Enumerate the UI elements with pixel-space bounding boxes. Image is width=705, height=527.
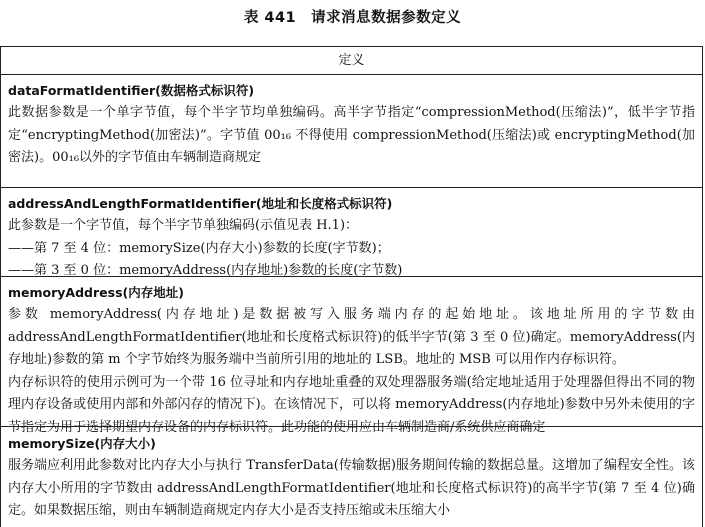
table-caption: 表 441 请求消息数据参数定义 xyxy=(243,10,462,26)
list-item: ——第 3 至 0 位：memoryAddress(内存地址)参数的长度(字节数) xyxy=(8,263,403,278)
section-title: memorySize(内存大小) xyxy=(8,436,156,451)
section-title: addressAndLengthFormatIdentifier(地址和长度格式标识符) xyxy=(8,196,393,211)
table-header: 定义 xyxy=(1,47,702,75)
section-data-format-identifier xyxy=(1,75,702,188)
list-item: ——第 7 至 4 位：memorySize(内存大小)参数的长度(字节数)； xyxy=(8,240,390,256)
section-title: memoryAddress(内存地址) xyxy=(8,285,184,300)
section-memory-address xyxy=(1,277,702,435)
section-paragraph: 服务端应利用此参数对比内存大小与执行 TransferData(传输数据)服务期间传输的数据总量。这增加了编程安全性。该内存大小所用的字节数由 addressAndLengthFormatIdentifier(地址和长度格式标识符)的高半字节(第 7 至 4 位)确定。如果数据压缩，则由车辆制造商规定内存大小是否支持压缩或未压缩大小 xyxy=(8,458,695,518)
section-memory-size xyxy=(1,427,702,527)
section-paragraph: 参数 memoryAddress(内存地址)是数据被写入服务端内存的起始地址。该地址所用的字节数由 addressAndLengthFormatIdentifier(地址和长度格式标识符)的低半字节(第 3 至 0 位)确定。memoryAddress(内存地址)参数的第 m 个字节始终为服务端中当前所引用的地址的 LSB。地址的 MSB 可以用作内存标识符。 xyxy=(8,307,695,367)
section-paragraph: 此参数是一个字节值，每个半字节单独编码(示值见表 H.1)： xyxy=(8,218,359,233)
section-paragraph: 内存标识符的使用示例可为一个带 16 位寻址和内存地址重叠的双处理器服务端(给定地址适用于处理器但得出不同的物理内存设备或使用内部和外部闪存的情况下)。在该情况下，可以将 memoryAddress(内存地址)参数中另外未使用的字节指定为用于选择期望内存设备的内存标识符。此功能的使用应由车辆制造商/系统供应商确定 xyxy=(8,374,695,435)
section-paragraph: 此数据参数是一个单字节值，每个半字节均单独编码。高半字节指定“compressionMethod(压缩法)”，低半字节指定“encryptingMethod(加密法)”。字节值 00₁₆ 不得使用 compressionMethod(压缩法)或 encryptingMethod(加密法)。00₁₆以外的字节值由车辆制造商规定 xyxy=(8,105,695,165)
section-title: dataFormatIdentifier(数据格式标识符) xyxy=(8,83,255,98)
section-address-length-format-identifier xyxy=(1,188,702,277)
definition-table-continued xyxy=(0,426,703,527)
definition-table xyxy=(0,46,703,435)
